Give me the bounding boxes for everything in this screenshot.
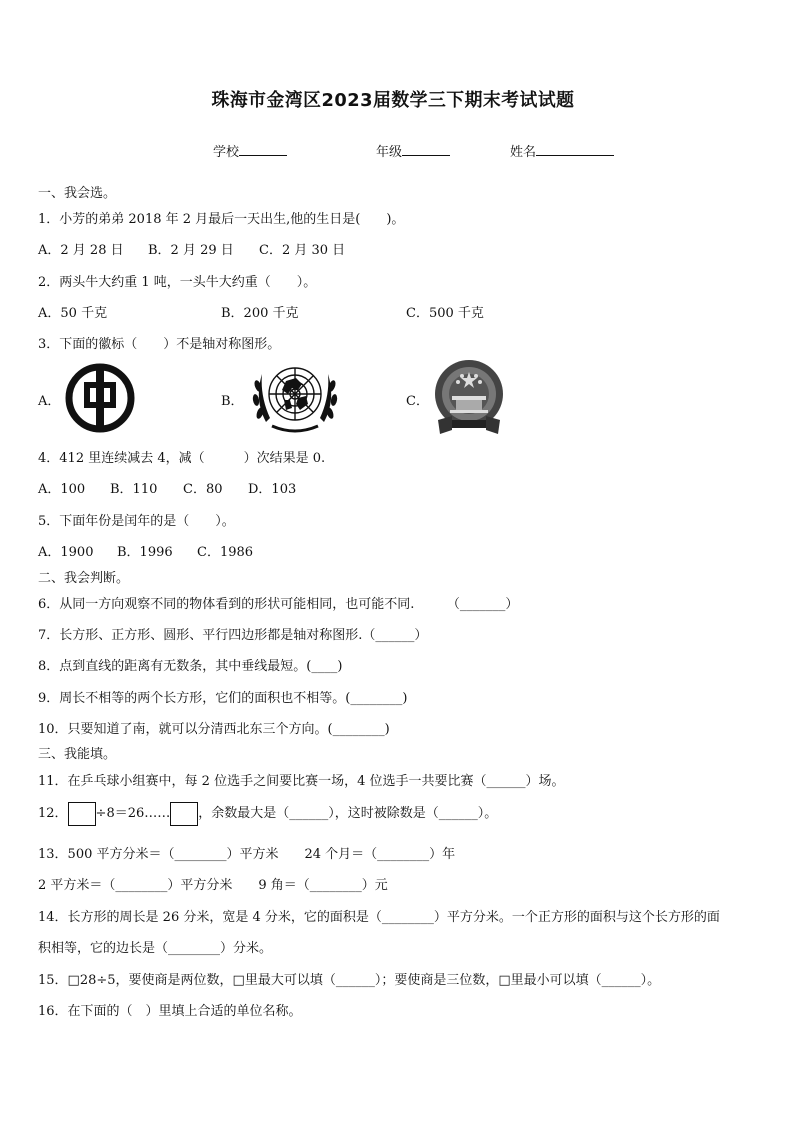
national-emblem-icon (432, 358, 506, 436)
q3-option-a[interactable]: A． (38, 394, 61, 409)
question-13-line2[interactable]: 2 平方米＝（________）平方分米 9 角＝（________）元 (38, 878, 388, 893)
bank-logo-icon (63, 362, 137, 434)
q4-option-c[interactable]: C．80 (183, 482, 223, 497)
question-11[interactable]: 11．在乒乓球小组赛中，每 2 位选手之间要比赛一场，4 位选手一共要比赛（______）场。 (38, 774, 565, 789)
q12-tail[interactable]: ，余数最大是（______），这时被除数是（______）。 (198, 806, 498, 821)
q12-dividend-box[interactable] (68, 802, 96, 826)
q2-option-c[interactable]: C．500 千克 (406, 306, 484, 321)
question-14-line1[interactable]: 14．长方形的周长是 26 分米，宽是 4 分米，它的面积是（________）平方分米。一个正方形的面积与这个长方形的面 (38, 910, 720, 925)
question-16: 16．在下面的（ ）里填上合适的单位名称。 (38, 1004, 302, 1019)
un-emblem-icon (248, 356, 342, 440)
question-5: 5．下面年份是闰年的是（ ）。 (38, 514, 235, 529)
question-3: 3．下面的徽标（ ）不是轴对称图形。 (38, 337, 281, 352)
section-3-heading: 三、我能填。 (38, 747, 117, 762)
school-field[interactable] (213, 141, 287, 160)
q5-option-a[interactable]: A．1900 (38, 545, 94, 560)
q12-number: 12． (38, 806, 68, 821)
name-label: 姓名 (510, 145, 537, 160)
q2-option-b[interactable]: B．200 千克 (221, 306, 299, 321)
question-9[interactable]: 9．周长不相等的两个长方形，它们的面积也不相等。(________) (38, 691, 408, 706)
section-1-heading: 一、我会选。 (38, 186, 117, 201)
q2-option-a[interactable]: A．50 千克 (38, 306, 108, 321)
q1-option-a[interactable]: A．2 月 28 日 (38, 243, 124, 258)
question-13-line1[interactable]: 13．500 平方分米＝（________）平方米 24 个月＝（________）年 (38, 847, 456, 862)
q4-option-d[interactable]: D．103 (248, 482, 297, 497)
question-2: 2．两头牛大约重 1 吨，一头牛大约重（ ）。 (38, 275, 317, 290)
q12-remainder-box[interactable] (170, 802, 198, 826)
question-7[interactable]: 7．长方形、正方形、圆形、平行四边形都是轴对称图形.（______） (38, 628, 428, 643)
q4-option-a[interactable]: A．100 (38, 482, 86, 497)
question-14-line2[interactable]: 积相等，它的边长是（________）分米。 (38, 941, 273, 956)
question-6[interactable]: 6．从同一方向观察不同的物体看到的形状可能相同，也可能不同. （_______） (38, 597, 519, 612)
q3-option-b[interactable]: B． (221, 394, 244, 409)
question-8[interactable]: 8．点到直线的距离有无数条，其中垂线最短。(____) (38, 659, 343, 674)
school-blank[interactable] (239, 143, 287, 156)
grade-blank[interactable] (402, 143, 450, 156)
grade-field[interactable] (376, 141, 450, 160)
q5-option-b[interactable]: B．1996 (117, 545, 173, 560)
question-10[interactable]: 10．只要知道了南，就可以分清西北东三个方向。(________) (38, 722, 390, 737)
page-title: 珠海市金湾区2023届数学三下期末考试试题 (211, 90, 575, 111)
school-label: 学校 (213, 145, 240, 160)
q1-option-b[interactable]: B．2 月 29 日 (148, 243, 234, 258)
q4-option-b[interactable]: B．110 (110, 482, 158, 497)
name-field[interactable] (510, 141, 614, 160)
name-blank[interactable] (536, 143, 614, 156)
question-4: 4．412 里连续减去 4，减（ ）次结果是 0. (38, 451, 326, 466)
question-12 (38, 801, 497, 827)
question-15[interactable]: 15．□28÷5，要使商是两位数，□里最大可以填（______）；要使商是三位数，□里最小可以填（______）。 (38, 973, 661, 988)
q5-option-c[interactable]: C．1986 (197, 545, 254, 560)
q1-option-c[interactable]: C．2 月 30 日 (259, 243, 346, 258)
grade-label: 年级 (376, 145, 403, 160)
q12-middle: ÷8＝26…… (95, 806, 171, 821)
question-1: 1．小芳的弟弟 2018 年 2 月最后一天出生,他的生日是( )。 (38, 212, 405, 227)
section-2-heading: 二、我会判断。 (38, 571, 130, 586)
q3-option-c[interactable]: C． (406, 394, 429, 409)
